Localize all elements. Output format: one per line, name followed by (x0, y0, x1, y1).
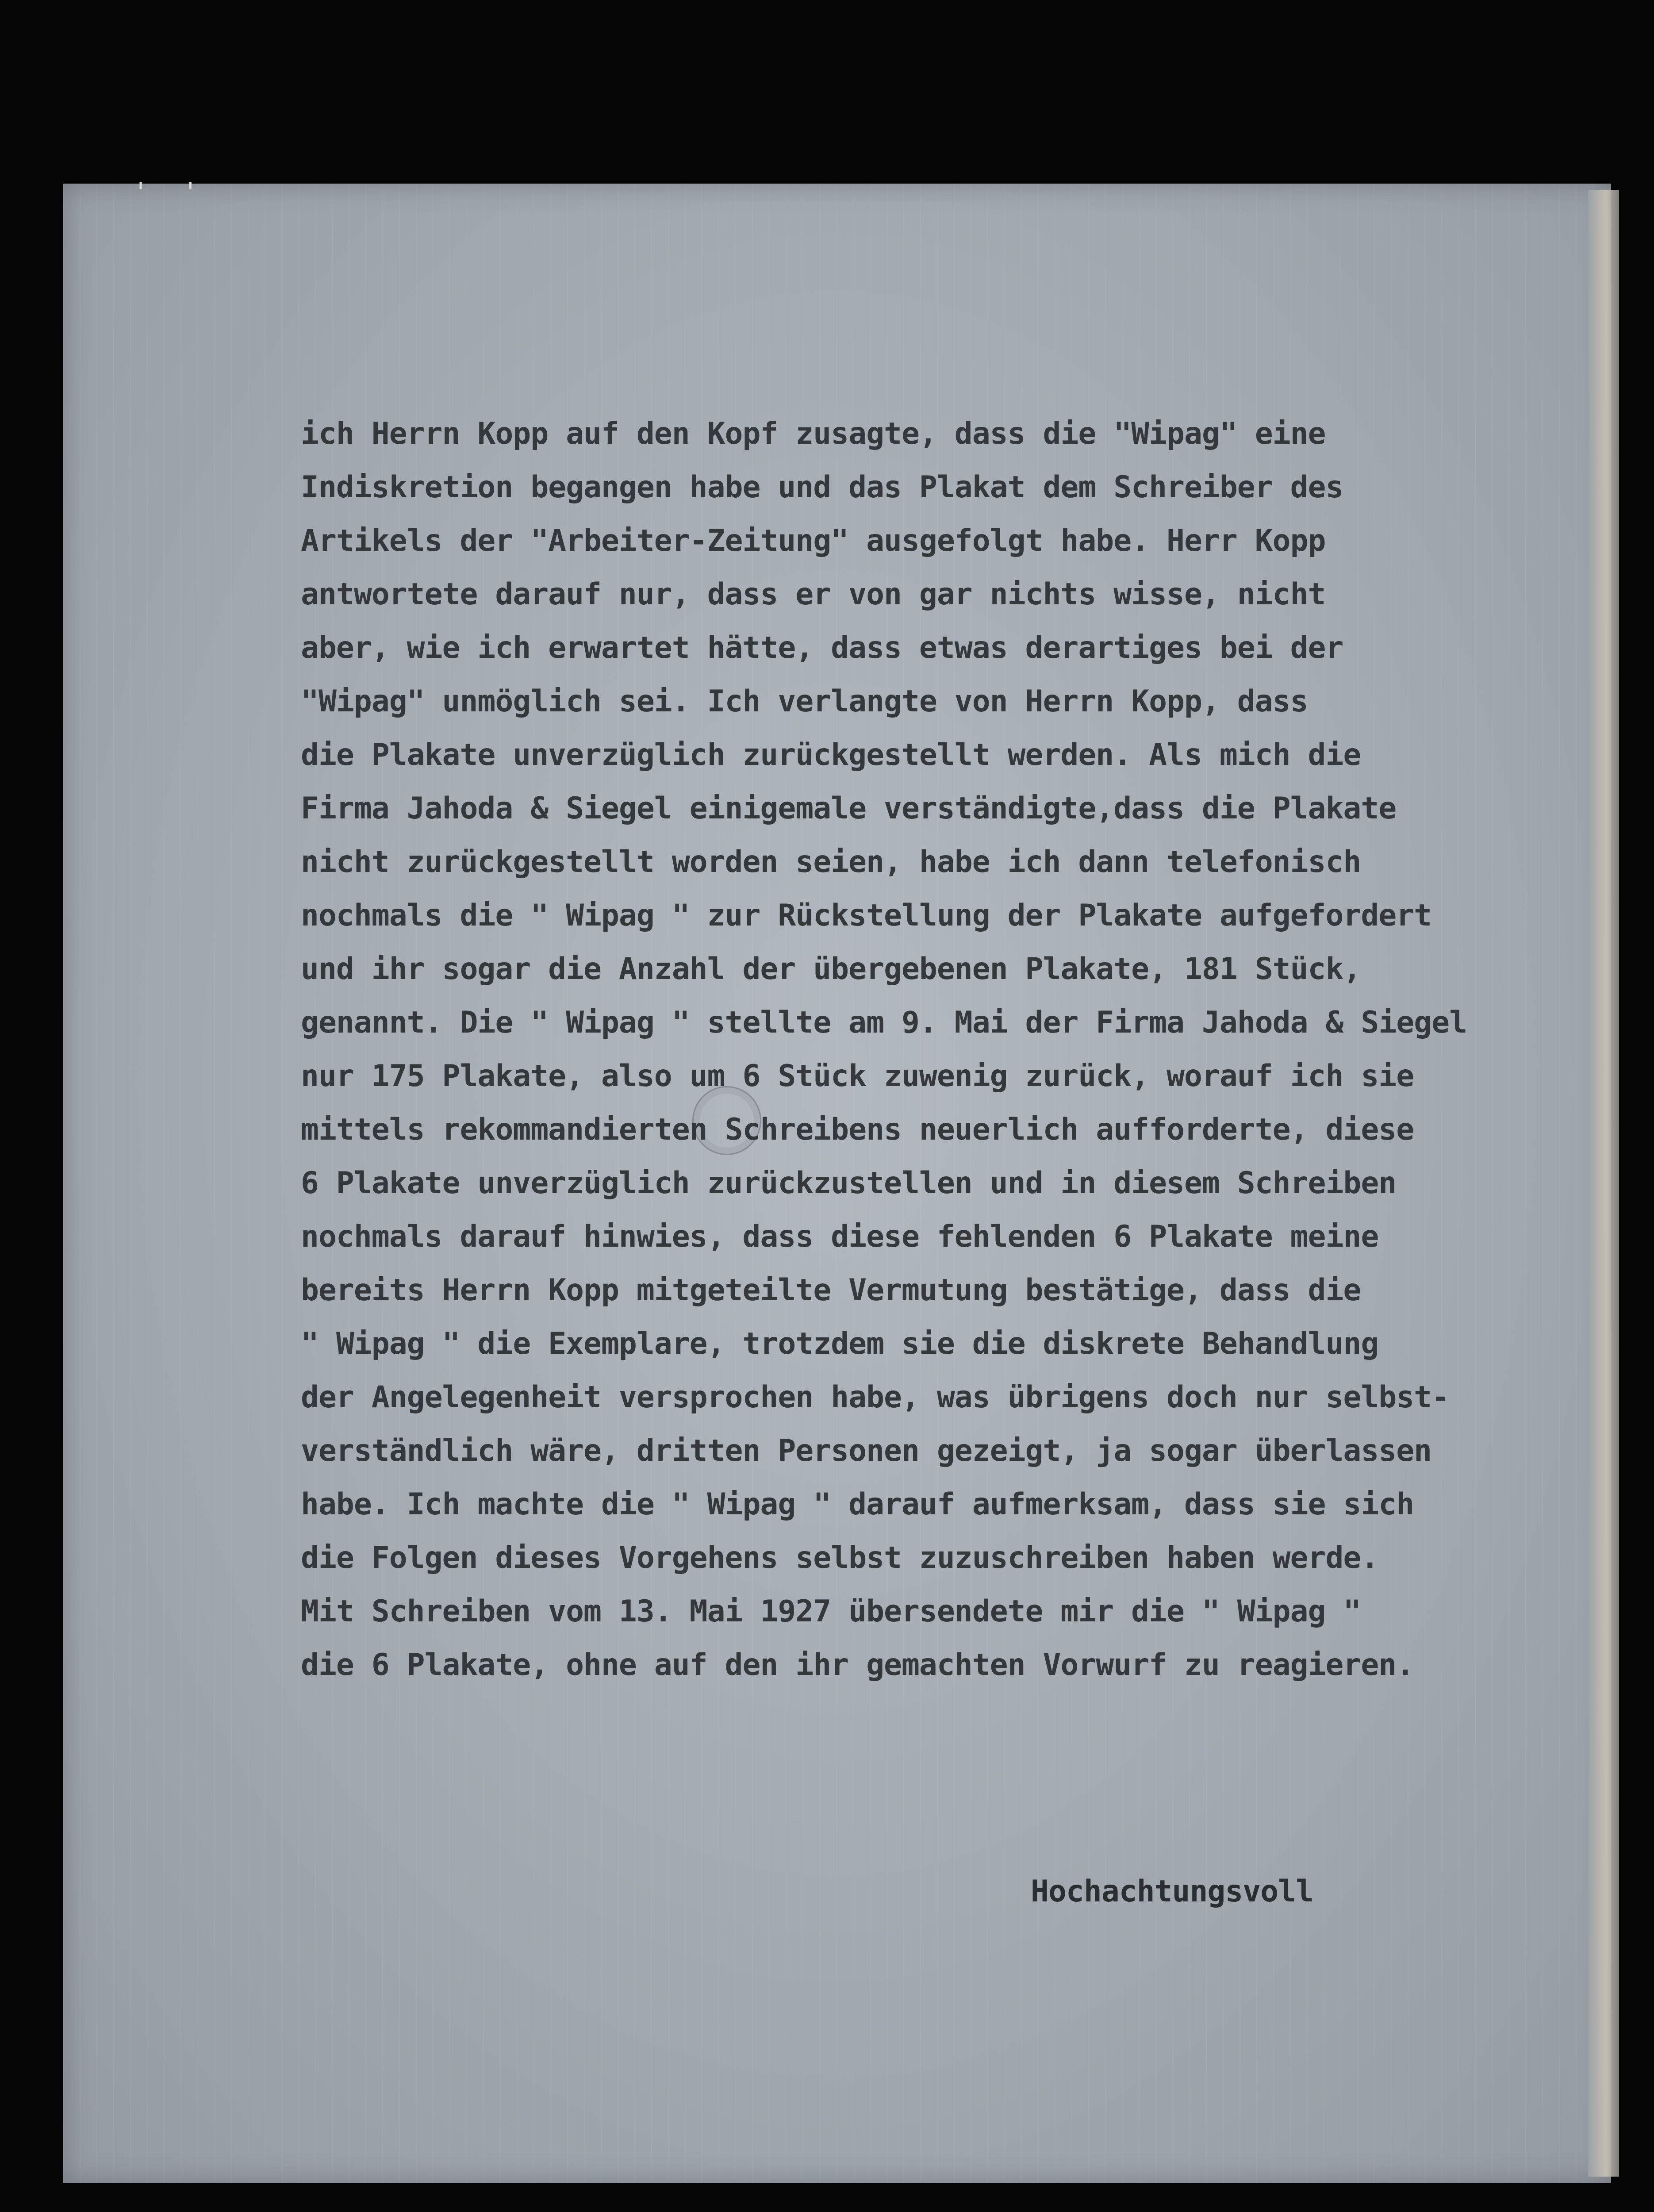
body-line: "Wipag" unmöglich sei. Ich verlangte von Herrn Kopp, dass (301, 684, 1308, 719)
body-line: 6 Plakate unverzüglich zurückzustellen und in diesem Schreiben (301, 1166, 1397, 1201)
body-line: habe. Ich machte die " Wipag " darauf aufmerksam, dass sie sich (301, 1487, 1414, 1522)
body-line: Artikels der "Arbeiter-Zeitung" ausgefolgt habe. Herr Kopp (301, 523, 1326, 558)
body-line: mittels rekommandierten Schreibens neuerlich aufforderte, diese (301, 1112, 1414, 1147)
body-line: genannt. Die " Wipag " stellte am 9. Mai der Firma Jahoda & Siegel (301, 1005, 1467, 1040)
body-line: der Angelegenheit versprochen habe, was übrigens doch nur selbst- (301, 1380, 1450, 1415)
sheet-torn-edge (1588, 190, 1619, 2177)
letter-body (301, 407, 1539, 1692)
body-line: nochmals die " Wipag " zur Rückstellung der Plakate aufgefordert (301, 898, 1432, 933)
body-line: " Wipag " die Exemplare, trotzdem sie die diskrete Behandlung (301, 1326, 1379, 1361)
body-line: aber, wie ich erwartet hätte, dass etwas derartiges bei der (301, 630, 1343, 665)
body-line: die Folgen dieses Vorgehens selbst zuzuschreiben haben werde. (301, 1540, 1379, 1575)
body-line: nicht zurückgestellt worden seien, habe ich dann telefonisch (301, 845, 1361, 879)
body-line: die Plakate unverzüglich zurückgestellt werden. Als mich die (301, 737, 1361, 772)
body-line: und ihr sogar die Anzahl der übergebenen Plakate, 181 Stück, (301, 952, 1361, 987)
body-line: Firma Jahoda & Siegel einigemale verständigte,dass die Plakate (301, 791, 1397, 826)
corner-tick-marks: ' ' (133, 177, 207, 208)
body-line: Mit Schreiben vom 13. Mai 1927 übersendete mir die " Wipag " (301, 1594, 1361, 1629)
closing-salutation: Hochachtungsvoll (1031, 1874, 1314, 1909)
body-line: die 6 Plakate, ohne auf den ihr gemachten Vorwurf zu reagieren. (301, 1647, 1414, 1682)
body-line: verständlich wäre, dritten Personen gezeigt, ja sogar überlassen (301, 1433, 1432, 1468)
body-line: antwortete darauf nur, dass er von gar nichts wisse, nicht (301, 577, 1326, 612)
body-line: ich Herrn Kopp auf den Kopf zusagte, dass die "Wipag" eine (301, 416, 1326, 451)
body-line: nochmals darauf hinwies, dass diese fehlenden 6 Plakate meine (301, 1219, 1379, 1254)
body-line: nur 175 Plakate, also um 6 Stück zuwenig zurück, worauf ich sie (301, 1059, 1414, 1094)
body-line: bereits Herrn Kopp mitgeteilte Vermutung bestätige, dass die (301, 1273, 1361, 1308)
body-line: Indiskretion begangen habe und das Plakat dem Schreiber des (301, 470, 1343, 505)
